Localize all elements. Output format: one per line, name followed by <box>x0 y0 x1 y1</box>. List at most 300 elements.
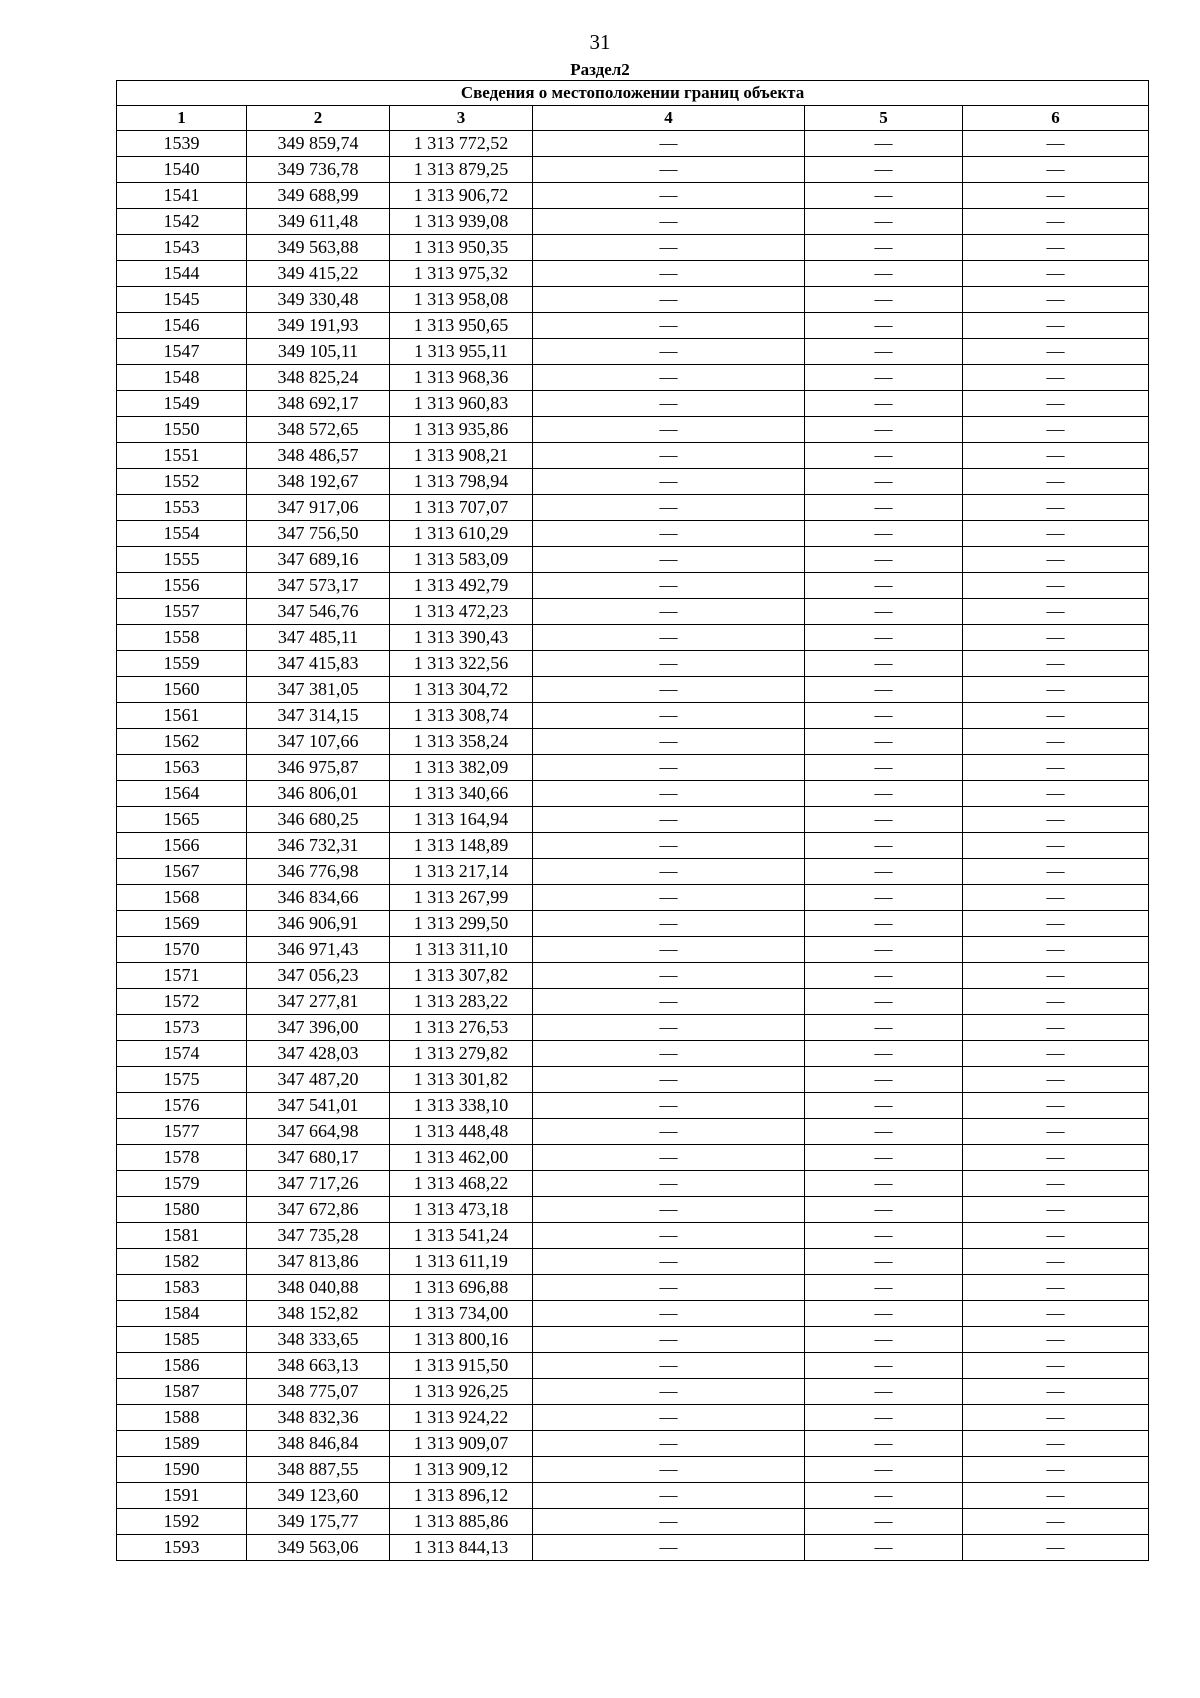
column-6-cell: — <box>963 1379 1149 1405</box>
column-6-cell: — <box>963 1223 1149 1249</box>
column-header-2: 2 <box>247 106 390 131</box>
column-5-cell: — <box>805 1119 963 1145</box>
column-6-cell: — <box>963 495 1149 521</box>
point-number-cell: 1579 <box>117 1171 247 1197</box>
y-coordinate-cell: 1 313 975,32 <box>390 261 533 287</box>
table-row <box>117 209 1149 235</box>
x-coordinate-cell: 346 975,87 <box>247 755 390 781</box>
y-coordinate-cell: 1 313 583,09 <box>390 547 533 573</box>
column-4-cell: — <box>533 1119 805 1145</box>
column-6-cell: — <box>963 729 1149 755</box>
column-6-cell: — <box>963 651 1149 677</box>
column-4-cell: — <box>533 261 805 287</box>
column-4-cell: — <box>533 157 805 183</box>
table-row <box>117 651 1149 677</box>
point-number-cell: 1570 <box>117 937 247 963</box>
column-5-cell: — <box>805 833 963 859</box>
column-6-cell: — <box>963 1093 1149 1119</box>
table-row <box>117 1405 1149 1431</box>
y-coordinate-cell: 1 313 307,82 <box>390 963 533 989</box>
column-6-cell: — <box>963 313 1149 339</box>
y-coordinate-cell: 1 313 879,25 <box>390 157 533 183</box>
table-row <box>117 365 1149 391</box>
table-row <box>117 1431 1149 1457</box>
x-coordinate-cell: 349 105,11 <box>247 339 390 365</box>
y-coordinate-cell: 1 313 906,72 <box>390 183 533 209</box>
column-6-cell: — <box>963 521 1149 547</box>
table-row <box>117 261 1149 287</box>
column-6-cell: — <box>963 989 1149 1015</box>
column-6-cell: — <box>963 183 1149 209</box>
table-body <box>117 131 1149 1561</box>
table-row <box>117 495 1149 521</box>
column-5-cell: — <box>805 131 963 157</box>
column-5-cell: — <box>805 1301 963 1327</box>
x-coordinate-cell: 349 563,06 <box>247 1535 390 1561</box>
y-coordinate-cell: 1 313 311,10 <box>390 937 533 963</box>
point-number-cell: 1573 <box>117 1015 247 1041</box>
table-row <box>117 963 1149 989</box>
column-5-cell: — <box>805 1405 963 1431</box>
column-4-cell: — <box>533 1015 805 1041</box>
column-4-cell: — <box>533 521 805 547</box>
column-5-cell: — <box>805 1379 963 1405</box>
x-coordinate-cell: 348 775,07 <box>247 1379 390 1405</box>
y-coordinate-cell: 1 313 382,09 <box>390 755 533 781</box>
x-coordinate-cell: 347 396,00 <box>247 1015 390 1041</box>
x-coordinate-cell: 347 487,20 <box>247 1067 390 1093</box>
column-5-cell: — <box>805 391 963 417</box>
point-number-cell: 1589 <box>117 1431 247 1457</box>
column-5-cell: — <box>805 625 963 651</box>
column-4-cell: — <box>533 339 805 365</box>
point-number-cell: 1545 <box>117 287 247 313</box>
table-row <box>117 1353 1149 1379</box>
table-row <box>117 937 1149 963</box>
y-coordinate-cell: 1 313 304,72 <box>390 677 533 703</box>
x-coordinate-cell: 346 776,98 <box>247 859 390 885</box>
column-4-cell: — <box>533 781 805 807</box>
column-4-cell: — <box>533 1509 805 1535</box>
column-5-cell: — <box>805 157 963 183</box>
y-coordinate-cell: 1 313 217,14 <box>390 859 533 885</box>
x-coordinate-cell: 346 680,25 <box>247 807 390 833</box>
column-4-cell: — <box>533 625 805 651</box>
column-6-cell: — <box>963 391 1149 417</box>
point-number-cell: 1553 <box>117 495 247 521</box>
column-5-cell: — <box>805 1093 963 1119</box>
point-number-cell: 1552 <box>117 469 247 495</box>
column-5-cell: — <box>805 1223 963 1249</box>
table-row <box>117 1483 1149 1509</box>
column-6-cell: — <box>963 1301 1149 1327</box>
x-coordinate-cell: 347 107,66 <box>247 729 390 755</box>
y-coordinate-cell: 1 313 924,22 <box>390 1405 533 1431</box>
point-number-cell: 1547 <box>117 339 247 365</box>
column-4-cell: — <box>533 963 805 989</box>
column-6-cell: — <box>963 937 1149 963</box>
column-5-cell: — <box>805 1483 963 1509</box>
x-coordinate-cell: 349 688,99 <box>247 183 390 209</box>
x-coordinate-cell: 347 428,03 <box>247 1041 390 1067</box>
x-coordinate-cell: 347 680,17 <box>247 1145 390 1171</box>
x-coordinate-cell: 348 887,55 <box>247 1457 390 1483</box>
table-row <box>117 1249 1149 1275</box>
x-coordinate-cell: 347 381,05 <box>247 677 390 703</box>
point-number-cell: 1581 <box>117 1223 247 1249</box>
column-4-cell: — <box>533 183 805 209</box>
x-coordinate-cell: 346 732,31 <box>247 833 390 859</box>
column-4-cell: — <box>533 1145 805 1171</box>
column-4-cell: — <box>533 807 805 833</box>
table-caption: Сведения о местоположении границ объекта <box>117 81 1149 106</box>
column-4-cell: — <box>533 1093 805 1119</box>
y-coordinate-cell: 1 313 390,43 <box>390 625 533 651</box>
x-coordinate-cell: 346 834,66 <box>247 885 390 911</box>
column-6-cell: — <box>963 1431 1149 1457</box>
table-row <box>117 833 1149 859</box>
y-coordinate-cell: 1 313 950,65 <box>390 313 533 339</box>
column-4-cell: — <box>533 833 805 859</box>
table-row <box>117 1275 1149 1301</box>
table-row <box>117 131 1149 157</box>
column-5-cell: — <box>805 677 963 703</box>
column-4-cell: — <box>533 1249 805 1275</box>
x-coordinate-cell: 347 277,81 <box>247 989 390 1015</box>
x-coordinate-cell: 347 664,98 <box>247 1119 390 1145</box>
column-5-cell: — <box>805 781 963 807</box>
y-coordinate-cell: 1 313 908,21 <box>390 443 533 469</box>
column-5-cell: — <box>805 729 963 755</box>
y-coordinate-cell: 1 313 340,66 <box>390 781 533 807</box>
column-6-cell: — <box>963 911 1149 937</box>
y-coordinate-cell: 1 313 800,16 <box>390 1327 533 1353</box>
column-4-cell: — <box>533 1327 805 1353</box>
column-6-cell: — <box>963 287 1149 313</box>
y-coordinate-cell: 1 313 468,22 <box>390 1171 533 1197</box>
table-row <box>117 989 1149 1015</box>
table-row <box>117 1327 1149 1353</box>
point-number-cell: 1575 <box>117 1067 247 1093</box>
column-6-cell: — <box>963 417 1149 443</box>
x-coordinate-cell: 346 806,01 <box>247 781 390 807</box>
table-row <box>117 1301 1149 1327</box>
y-coordinate-cell: 1 313 279,82 <box>390 1041 533 1067</box>
column-6-cell: — <box>963 1509 1149 1535</box>
column-5-cell: — <box>805 235 963 261</box>
column-5-cell: — <box>805 183 963 209</box>
table-row <box>117 729 1149 755</box>
point-number-cell: 1544 <box>117 261 247 287</box>
column-4-cell: — <box>533 729 805 755</box>
column-5-cell: — <box>805 495 963 521</box>
column-4-cell: — <box>533 911 805 937</box>
column-6-cell: — <box>963 885 1149 911</box>
column-5-cell: — <box>805 1535 963 1561</box>
column-6-cell: — <box>963 1015 1149 1041</box>
x-coordinate-cell: 347 672,86 <box>247 1197 390 1223</box>
y-coordinate-cell: 1 313 308,74 <box>390 703 533 729</box>
x-coordinate-cell: 349 330,48 <box>247 287 390 313</box>
column-6-cell: — <box>963 157 1149 183</box>
column-4-cell: — <box>533 1483 805 1509</box>
y-coordinate-cell: 1 313 909,07 <box>390 1431 533 1457</box>
y-coordinate-cell: 1 313 955,11 <box>390 339 533 365</box>
point-number-cell: 1569 <box>117 911 247 937</box>
column-5-cell: — <box>805 703 963 729</box>
point-number-cell: 1543 <box>117 235 247 261</box>
table-row <box>117 1145 1149 1171</box>
column-4-cell: — <box>533 495 805 521</box>
table-row <box>117 599 1149 625</box>
table-row <box>117 573 1149 599</box>
column-4-cell: — <box>533 287 805 313</box>
table-row <box>117 781 1149 807</box>
y-coordinate-cell: 1 313 299,50 <box>390 911 533 937</box>
table-caption-row <box>117 81 1149 106</box>
y-coordinate-cell: 1 313 885,86 <box>390 1509 533 1535</box>
column-6-cell: — <box>963 1067 1149 1093</box>
x-coordinate-cell: 347 717,26 <box>247 1171 390 1197</box>
point-number-cell: 1557 <box>117 599 247 625</box>
table-row <box>117 1171 1149 1197</box>
column-4-cell: — <box>533 989 805 1015</box>
table-row <box>117 417 1149 443</box>
point-number-cell: 1564 <box>117 781 247 807</box>
column-5-cell: — <box>805 963 963 989</box>
y-coordinate-cell: 1 313 960,83 <box>390 391 533 417</box>
column-4-cell: — <box>533 1171 805 1197</box>
column-4-cell: — <box>533 1301 805 1327</box>
point-number-cell: 1541 <box>117 183 247 209</box>
column-4-cell: — <box>533 443 805 469</box>
x-coordinate-cell: 346 906,91 <box>247 911 390 937</box>
point-number-cell: 1567 <box>117 859 247 885</box>
y-coordinate-cell: 1 313 939,08 <box>390 209 533 235</box>
point-number-cell: 1556 <box>117 573 247 599</box>
column-5-cell: — <box>805 1327 963 1353</box>
x-coordinate-cell: 348 846,84 <box>247 1431 390 1457</box>
column-6-cell: — <box>963 781 1149 807</box>
y-coordinate-cell: 1 313 707,07 <box>390 495 533 521</box>
column-4-cell: — <box>533 1197 805 1223</box>
column-5-cell: — <box>805 521 963 547</box>
column-6-cell: — <box>963 625 1149 651</box>
y-coordinate-cell: 1 313 610,29 <box>390 521 533 547</box>
table-row <box>117 1093 1149 1119</box>
x-coordinate-cell: 348 572,65 <box>247 417 390 443</box>
column-5-cell: — <box>805 1015 963 1041</box>
column-4-cell: — <box>533 391 805 417</box>
y-coordinate-cell: 1 313 473,18 <box>390 1197 533 1223</box>
y-coordinate-cell: 1 313 950,35 <box>390 235 533 261</box>
x-coordinate-cell: 347 917,06 <box>247 495 390 521</box>
column-6-cell: — <box>963 547 1149 573</box>
column-4-cell: — <box>533 547 805 573</box>
x-coordinate-cell: 348 486,57 <box>247 443 390 469</box>
column-6-cell: — <box>963 807 1149 833</box>
point-number-cell: 1582 <box>117 1249 247 1275</box>
x-coordinate-cell: 347 756,50 <box>247 521 390 547</box>
column-header-6: 6 <box>963 106 1149 131</box>
x-coordinate-cell: 348 192,67 <box>247 469 390 495</box>
column-4-cell: — <box>533 1353 805 1379</box>
column-6-cell: — <box>963 833 1149 859</box>
point-number-cell: 1540 <box>117 157 247 183</box>
column-4-cell: — <box>533 235 805 261</box>
table-row <box>117 235 1149 261</box>
column-5-cell: — <box>805 651 963 677</box>
x-coordinate-cell: 347 056,23 <box>247 963 390 989</box>
column-6-cell: — <box>963 209 1149 235</box>
x-coordinate-cell: 347 813,86 <box>247 1249 390 1275</box>
table-row <box>117 1535 1149 1561</box>
column-5-cell: — <box>805 1431 963 1457</box>
table-row <box>117 885 1149 911</box>
table-row <box>117 1119 1149 1145</box>
y-coordinate-cell: 1 313 462,00 <box>390 1145 533 1171</box>
y-coordinate-cell: 1 313 909,12 <box>390 1457 533 1483</box>
table-row <box>117 677 1149 703</box>
column-5-cell: — <box>805 287 963 313</box>
column-4-cell: — <box>533 1379 805 1405</box>
x-coordinate-cell: 347 689,16 <box>247 547 390 573</box>
point-number-cell: 1571 <box>117 963 247 989</box>
table-row <box>117 521 1149 547</box>
column-4-cell: — <box>533 1275 805 1301</box>
point-number-cell: 1572 <box>117 989 247 1015</box>
point-number-cell: 1593 <box>117 1535 247 1561</box>
x-coordinate-cell: 347 546,76 <box>247 599 390 625</box>
y-coordinate-cell: 1 313 958,08 <box>390 287 533 313</box>
column-4-cell: — <box>533 1431 805 1457</box>
x-coordinate-cell: 348 825,24 <box>247 365 390 391</box>
point-number-cell: 1566 <box>117 833 247 859</box>
x-coordinate-cell: 348 333,65 <box>247 1327 390 1353</box>
point-number-cell: 1585 <box>117 1327 247 1353</box>
y-coordinate-cell: 1 313 968,36 <box>390 365 533 391</box>
point-number-cell: 1576 <box>117 1093 247 1119</box>
point-number-cell: 1580 <box>117 1197 247 1223</box>
table-row <box>117 443 1149 469</box>
y-coordinate-cell: 1 313 276,53 <box>390 1015 533 1041</box>
x-coordinate-cell: 348 692,17 <box>247 391 390 417</box>
table-row <box>117 391 1149 417</box>
column-4-cell: — <box>533 131 805 157</box>
y-coordinate-cell: 1 313 301,82 <box>390 1067 533 1093</box>
table-row <box>117 1197 1149 1223</box>
x-coordinate-cell: 347 541,01 <box>247 1093 390 1119</box>
column-6-cell: — <box>963 1197 1149 1223</box>
y-coordinate-cell: 1 313 283,22 <box>390 989 533 1015</box>
table-row <box>117 1509 1149 1535</box>
table-header-row <box>117 106 1149 131</box>
x-coordinate-cell: 348 040,88 <box>247 1275 390 1301</box>
table-row <box>117 807 1149 833</box>
column-6-cell: — <box>963 1483 1149 1509</box>
column-5-cell: — <box>805 1457 963 1483</box>
x-coordinate-cell: 347 485,11 <box>247 625 390 651</box>
table-row <box>117 183 1149 209</box>
x-coordinate-cell: 349 191,93 <box>247 313 390 339</box>
point-number-cell: 1584 <box>117 1301 247 1327</box>
table-row <box>117 859 1149 885</box>
point-number-cell: 1559 <box>117 651 247 677</box>
column-6-cell: — <box>963 963 1149 989</box>
column-5-cell: — <box>805 573 963 599</box>
point-number-cell: 1563 <box>117 755 247 781</box>
point-number-cell: 1562 <box>117 729 247 755</box>
y-coordinate-cell: 1 313 358,24 <box>390 729 533 755</box>
column-6-cell: — <box>963 1119 1149 1145</box>
table-row <box>117 625 1149 651</box>
section-title: Раздел2 <box>570 60 630 79</box>
point-number-cell: 1577 <box>117 1119 247 1145</box>
column-4-cell: — <box>533 677 805 703</box>
x-coordinate-cell: 347 735,28 <box>247 1223 390 1249</box>
y-coordinate-cell: 1 313 926,25 <box>390 1379 533 1405</box>
x-coordinate-cell: 349 611,48 <box>247 209 390 235</box>
column-header-3: 3 <box>390 106 533 131</box>
boundary-coordinates-table <box>116 80 1149 1561</box>
y-coordinate-cell: 1 313 448,48 <box>390 1119 533 1145</box>
column-5-cell: — <box>805 1275 963 1301</box>
table-row <box>117 1379 1149 1405</box>
x-coordinate-cell: 348 832,36 <box>247 1405 390 1431</box>
column-4-cell: — <box>533 209 805 235</box>
table-row <box>117 1457 1149 1483</box>
column-5-cell: — <box>805 937 963 963</box>
column-5-cell: — <box>805 443 963 469</box>
x-coordinate-cell: 347 415,83 <box>247 651 390 677</box>
y-coordinate-cell: 1 313 896,12 <box>390 1483 533 1509</box>
y-coordinate-cell: 1 313 772,52 <box>390 131 533 157</box>
point-number-cell: 1591 <box>117 1483 247 1509</box>
point-number-cell: 1568 <box>117 885 247 911</box>
column-5-cell: — <box>805 859 963 885</box>
column-5-cell: — <box>805 755 963 781</box>
column-4-cell: — <box>533 1405 805 1431</box>
y-coordinate-cell: 1 313 935,86 <box>390 417 533 443</box>
y-coordinate-cell: 1 313 696,88 <box>390 1275 533 1301</box>
y-coordinate-cell: 1 313 338,10 <box>390 1093 533 1119</box>
table-row <box>117 911 1149 937</box>
point-number-cell: 1592 <box>117 1509 247 1535</box>
y-coordinate-cell: 1 313 322,56 <box>390 651 533 677</box>
column-5-cell: — <box>805 885 963 911</box>
point-number-cell: 1539 <box>117 131 247 157</box>
point-number-cell: 1590 <box>117 1457 247 1483</box>
column-5-cell: — <box>805 989 963 1015</box>
column-header-4: 4 <box>533 106 805 131</box>
x-coordinate-cell: 346 971,43 <box>247 937 390 963</box>
column-6-cell: — <box>963 443 1149 469</box>
point-number-cell: 1587 <box>117 1379 247 1405</box>
y-coordinate-cell: 1 313 492,79 <box>390 573 533 599</box>
column-5-cell: — <box>805 911 963 937</box>
column-5-cell: — <box>805 417 963 443</box>
column-4-cell: — <box>533 365 805 391</box>
y-coordinate-cell: 1 313 472,23 <box>390 599 533 625</box>
point-number-cell: 1565 <box>117 807 247 833</box>
x-coordinate-cell: 349 175,77 <box>247 1509 390 1535</box>
y-coordinate-cell: 1 313 915,50 <box>390 1353 533 1379</box>
table-row <box>117 547 1149 573</box>
point-number-cell: 1574 <box>117 1041 247 1067</box>
column-5-cell: — <box>805 547 963 573</box>
point-number-cell: 1558 <box>117 625 247 651</box>
column-6-cell: — <box>963 1457 1149 1483</box>
